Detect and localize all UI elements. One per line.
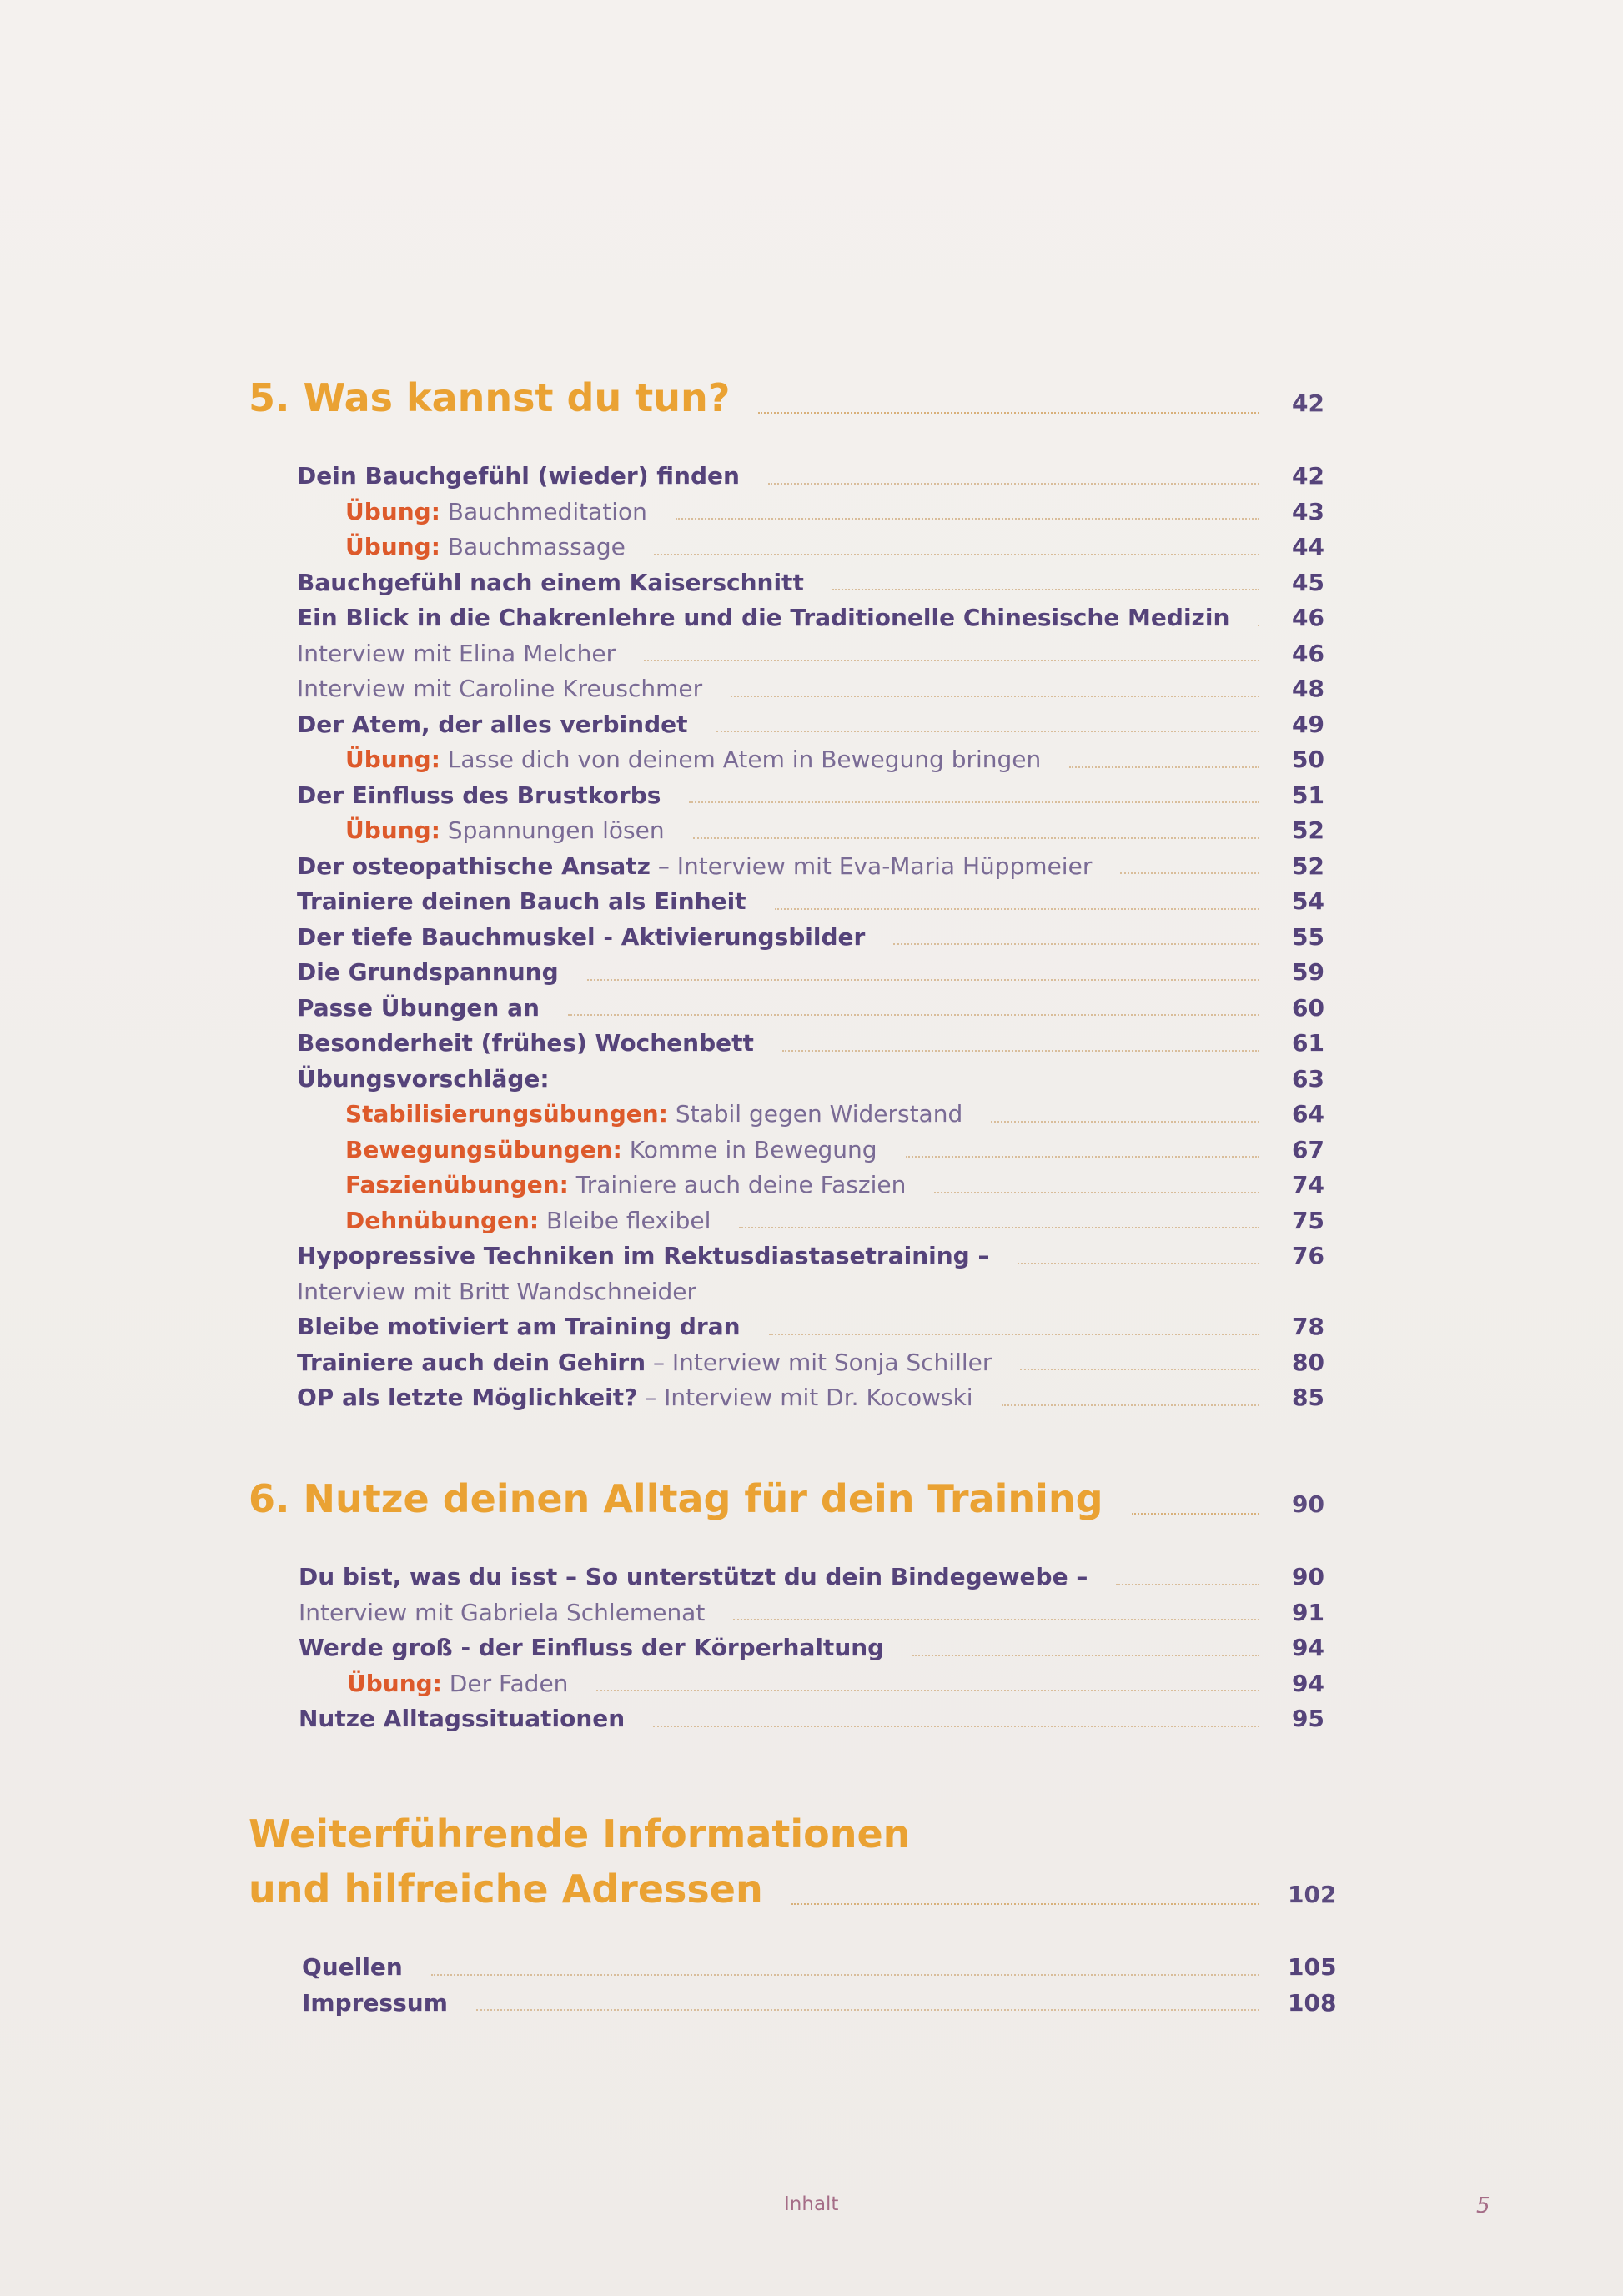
leader-dots <box>1069 766 1259 768</box>
toc-entry-text <box>297 849 1092 885</box>
toc-entry[interactable] <box>297 565 1324 601</box>
leader-dots <box>731 696 1259 697</box>
toc-entry-subtitle: Interview mit Caroline Kreuschmer <box>297 675 703 702</box>
toc-entry-page: 64 <box>1292 1100 1324 1128</box>
leader-dots <box>768 483 1259 485</box>
toc-entry-text <box>299 1666 568 1702</box>
chapter-5-page: 42 <box>1292 389 1324 417</box>
toc-entry-text <box>299 1630 884 1666</box>
appendix-page: 102 <box>1288 1881 1337 1908</box>
toc-entry-title: Die Grundspannung <box>297 958 559 986</box>
toc-entry-page: 67 <box>1292 1135 1324 1163</box>
toc-entry-title: Ein Blick in die Chakrenlehre und die Traditionelle Chinesische Medizin <box>297 604 1230 631</box>
toc-entry-title: Übungsvorschläge: <box>297 1064 550 1093</box>
toc-entry-page: 76 <box>1292 1242 1324 1269</box>
toc-entry-page: 50 <box>1292 746 1324 773</box>
toc-entry-page: 52 <box>1292 816 1324 844</box>
toc-entry-page: 90 <box>1292 1563 1324 1590</box>
appendix-heading[interactable] <box>249 1806 1337 1917</box>
toc-entry[interactable] <box>297 600 1324 636</box>
toc-entry[interactable] <box>297 813 1324 849</box>
toc-entry[interactable] <box>302 1950 1337 1986</box>
toc-entry-page: 75 <box>1292 1206 1324 1234</box>
toc-entry-text <box>297 991 540 1027</box>
toc-entry-title: Trainiere deinen Bauch als Einheit <box>297 887 746 915</box>
leader-dots <box>739 1227 1259 1228</box>
toc-entry-page: 49 <box>1292 710 1324 738</box>
leader-dots <box>1018 1263 1259 1264</box>
toc-entry[interactable] <box>297 495 1324 530</box>
toc-entry[interactable] <box>297 1274 1324 1310</box>
toc-entry-page: 74 <box>1292 1171 1324 1198</box>
toc-entry-text <box>297 1274 696 1310</box>
leader-dots <box>906 1156 1259 1158</box>
toc-entry-title: Nutze Alltagssituationen <box>299 1705 626 1732</box>
toc-entry-text <box>297 955 559 991</box>
toc-entry-subtitle: Lasse dich von deinem Atem in Bewegung bringen <box>440 746 1042 773</box>
leader-dots <box>782 1050 1259 1052</box>
toc-entry-subtitle: Bleibe flexibel <box>539 1206 711 1234</box>
chapter-6-heading[interactable] <box>249 1471 1324 1526</box>
toc-entry-text <box>297 1345 992 1381</box>
toc-entry-title: Du bist, was du isst – So unterstützt du dein Bindegewebe – <box>299 1563 1088 1590</box>
toc-entry-page: 42 <box>1292 462 1324 490</box>
toc-entry-text <box>297 1062 550 1098</box>
toc-entry-text <box>297 459 740 495</box>
leader-dots <box>596 1690 1259 1691</box>
leader-dots <box>733 1619 1259 1620</box>
toc-entry-title: Der osteopathische Ansatz <box>297 852 651 880</box>
toc-entry-subtitle: Interview mit Gabriela Schlemenat <box>299 1598 706 1626</box>
exercise-label: Dehnübungen: <box>345 1206 540 1234</box>
chapter-5-heading[interactable] <box>249 370 1324 425</box>
leader-dots <box>769 1334 1259 1335</box>
toc-entry-page: 52 <box>1292 852 1324 880</box>
toc-entry-text <box>297 530 626 565</box>
leader-dots <box>654 554 1259 555</box>
toc-entry-text <box>297 884 746 920</box>
toc-entry-page: 63 <box>1292 1064 1324 1093</box>
leader-dots <box>1116 1584 1259 1585</box>
toc-entry-text <box>297 1097 962 1133</box>
leader-dots <box>893 943 1259 945</box>
toc-entry-text <box>299 1560 1088 1595</box>
leader-dots <box>568 1014 1259 1016</box>
toc-entry-title: Trainiere auch dein Gehirn <box>297 1348 646 1376</box>
leader-dots <box>1258 625 1259 626</box>
toc-entry-text <box>297 1309 741 1345</box>
chapter-5-title: 5. Was kannst du tun? <box>249 375 731 420</box>
toc-entry[interactable] <box>299 1595 1324 1631</box>
leader-dots <box>1120 872 1259 874</box>
toc-entry-page: 54 <box>1292 887 1324 915</box>
toc-entry[interactable] <box>297 849 1324 885</box>
toc-entry-page: 80 <box>1292 1348 1324 1376</box>
toc-entry[interactable] <box>297 1345 1324 1381</box>
toc-entry[interactable] <box>297 636 1324 672</box>
exercise-label: Übung: <box>345 497 440 525</box>
footer-section-label: Inhalt <box>784 2193 839 2215</box>
toc-entry-subtitle: Bauchmassage <box>440 533 626 560</box>
toc-entry-text <box>297 495 647 530</box>
appendix-title-line2: und hilfreiche Adressen <box>249 1866 763 1912</box>
toc-entry-subtitle: – Interview mit Sonja Schiller <box>646 1348 992 1376</box>
toc-entry[interactable] <box>302 1986 1337 2022</box>
leader-dots <box>912 1655 1259 1656</box>
appendix-entries <box>302 1950 1337 2021</box>
leader-dots <box>689 801 1259 803</box>
toc-entry-subtitle: Interview mit Britt Wandschneider <box>297 1277 696 1305</box>
toc-entry-page: 108 <box>1288 1988 1337 2017</box>
toc-entry-text <box>297 636 616 672</box>
toc-entry-text <box>297 1380 973 1416</box>
toc-entry[interactable] <box>297 1133 1324 1168</box>
toc-entry[interactable] <box>297 742 1324 778</box>
chapter-5-entries <box>297 459 1324 1416</box>
exercise-label: Bewegungsübungen: <box>345 1135 622 1163</box>
toc-entry-text <box>297 1133 877 1168</box>
toc-entry-text <box>299 1595 705 1631</box>
toc-entry-title: Der tiefe Bauchmuskel - Aktivierungsbilder <box>297 922 866 951</box>
toc-entry[interactable] <box>297 1238 1324 1274</box>
leader-dots <box>644 660 1259 661</box>
toc-entry[interactable] <box>297 459 1324 495</box>
toc-entry-subtitle: Der Faden <box>441 1669 569 1697</box>
toc-entry-title: Bleibe motiviert am Training dran <box>297 1313 741 1340</box>
leader-dots <box>934 1192 1259 1193</box>
toc-entry-page: 51 <box>1292 781 1324 809</box>
toc-entry[interactable] <box>297 1062 1324 1098</box>
toc-entry-page: 61 <box>1292 1029 1324 1057</box>
toc-entry[interactable] <box>297 955 1324 991</box>
leader-dots <box>716 731 1259 732</box>
toc-entry[interactable] <box>297 884 1324 920</box>
toc-entry-text <box>297 920 865 956</box>
toc-entry-page: 46 <box>1292 604 1324 631</box>
toc-entry-text <box>302 1950 403 1986</box>
toc-entry-text <box>297 565 804 601</box>
toc-entry-subtitle: Trainiere auch deine Faszien <box>568 1171 907 1198</box>
toc-entry-page: 94 <box>1292 1669 1324 1697</box>
leader-dots <box>791 1903 1259 1905</box>
toc-entry-page: 105 <box>1288 1953 1337 1981</box>
toc-entry-page: 59 <box>1292 958 1324 986</box>
toc-entry-page: 45 <box>1292 568 1324 596</box>
toc-entry[interactable] <box>297 778 1324 814</box>
toc-entry-title: Impressum <box>302 1988 448 2017</box>
leader-dots <box>1002 1404 1259 1406</box>
toc-entry[interactable] <box>297 671 1324 707</box>
toc-entry-subtitle: Komme in Bewegung <box>621 1135 877 1163</box>
leader-dots <box>476 2009 1259 2011</box>
toc-entry-title: Dein Bauchgefühl (wieder) finden <box>297 462 740 490</box>
toc-entry[interactable] <box>297 1097 1324 1133</box>
exercise-label: Übung: <box>345 746 440 773</box>
leader-dots <box>693 837 1259 839</box>
toc-entry-text <box>297 778 661 814</box>
toc-entry[interactable] <box>297 1380 1324 1416</box>
toc-entry-page: 78 <box>1292 1313 1324 1340</box>
toc-entry-page: 91 <box>1292 1598 1324 1626</box>
toc-entry-subtitle: – Interview mit Dr. Kocowski <box>637 1384 973 1411</box>
toc-entry-page: 95 <box>1292 1705 1324 1732</box>
toc-entry-text <box>302 1986 448 2022</box>
leader-dots <box>991 1121 1259 1123</box>
toc-entry-title: Quellen <box>302 1953 403 1981</box>
toc-entry[interactable] <box>297 1168 1324 1203</box>
toc-entry[interactable] <box>297 1026 1324 1062</box>
exercise-label: Übung: <box>345 816 440 844</box>
exercise-label: Übung: <box>345 533 440 560</box>
toc-entry[interactable] <box>297 920 1324 956</box>
toc-entry-subtitle: – Interview mit Eva-Maria Hüppmeier <box>650 852 1093 880</box>
toc-entry-text <box>297 707 688 743</box>
toc-entry-text <box>297 1238 989 1274</box>
chapter-6-page: 90 <box>1292 1490 1324 1518</box>
toc-entry-title: Der Einfluss des Brustkorbs <box>297 781 661 809</box>
toc-entry-text <box>297 742 1041 778</box>
toc-entry-title: Passe Übungen an <box>297 993 540 1022</box>
toc-entry[interactable] <box>297 1309 1324 1345</box>
chapter-6-entries <box>299 1560 1324 1737</box>
exercise-label: Stabilisierungsübungen: <box>345 1100 668 1128</box>
footer-page-number: 5 <box>1476 2193 1490 2218</box>
toc-entry-subtitle: Interview mit Elina Melcher <box>297 639 616 667</box>
toc-entry[interactable] <box>297 1203 1324 1239</box>
toc-entry-page: 44 <box>1292 533 1324 560</box>
toc-entry-text <box>297 1203 711 1239</box>
toc-entry-text <box>297 813 665 849</box>
toc-entry-title: Besonderheit (frühes) Wochenbett <box>297 1029 754 1057</box>
toc-entry-text <box>297 1026 754 1062</box>
leader-dots <box>676 518 1259 520</box>
exercise-label: Faszienübungen: <box>345 1171 569 1198</box>
toc-entry[interactable] <box>297 991 1324 1027</box>
toc-entry[interactable] <box>299 1630 1324 1666</box>
toc-entry-title: Werde groß - der Einfluss der Körperhaltung <box>299 1634 885 1661</box>
toc-entry-page: 94 <box>1292 1634 1324 1661</box>
toc-entry-text <box>297 600 1229 636</box>
toc-entry-page: 48 <box>1292 675 1324 702</box>
toc-entry-page: 46 <box>1292 639 1324 667</box>
toc-entry-page: 43 <box>1292 497 1324 525</box>
leader-dots <box>758 412 1259 414</box>
toc-entry-subtitle: Stabil gegen Widerstand <box>667 1100 963 1128</box>
toc-entry[interactable] <box>297 530 1324 565</box>
leader-dots <box>431 1974 1259 1976</box>
toc-entry-page: 60 <box>1292 993 1324 1022</box>
leader-dots <box>1132 1513 1259 1515</box>
leader-dots <box>775 908 1259 910</box>
toc-entry[interactable] <box>299 1701 1324 1737</box>
chapter-6-title: 6. Nutze deinen Alltag für dein Training <box>249 1476 1103 1521</box>
toc-entry-title: OP als letzte Möglichkeit? <box>297 1384 638 1411</box>
leader-dots <box>1020 1369 1259 1370</box>
leader-dots <box>832 589 1259 590</box>
leader-dots <box>653 1726 1259 1727</box>
toc-entry-text <box>297 671 702 707</box>
toc-entry-subtitle: Spannungen lösen <box>440 816 665 844</box>
toc-entry[interactable] <box>297 707 1324 743</box>
toc-entry-page: 85 <box>1292 1384 1324 1411</box>
toc-entry[interactable] <box>299 1666 1324 1702</box>
toc-entry-text <box>299 1701 625 1737</box>
toc-entry-subtitle: Bauchmeditation <box>440 497 647 525</box>
toc-entry-text <box>297 1168 906 1203</box>
toc-entry-title: Bauchgefühl nach einem Kaiserschnitt <box>297 568 804 596</box>
exercise-label: Übung: <box>347 1669 442 1697</box>
toc-entry-page: 55 <box>1292 922 1324 951</box>
toc-entry[interactable] <box>299 1560 1324 1595</box>
toc-entry-title: Hypopressive Techniken im Rektusdiastasetraining – <box>297 1242 990 1269</box>
toc-entry-title: Der Atem, der alles verbindet <box>297 710 688 738</box>
appendix-title-line1: Weiterführende Informationen <box>249 1811 911 1856</box>
leader-dots <box>587 979 1259 981</box>
